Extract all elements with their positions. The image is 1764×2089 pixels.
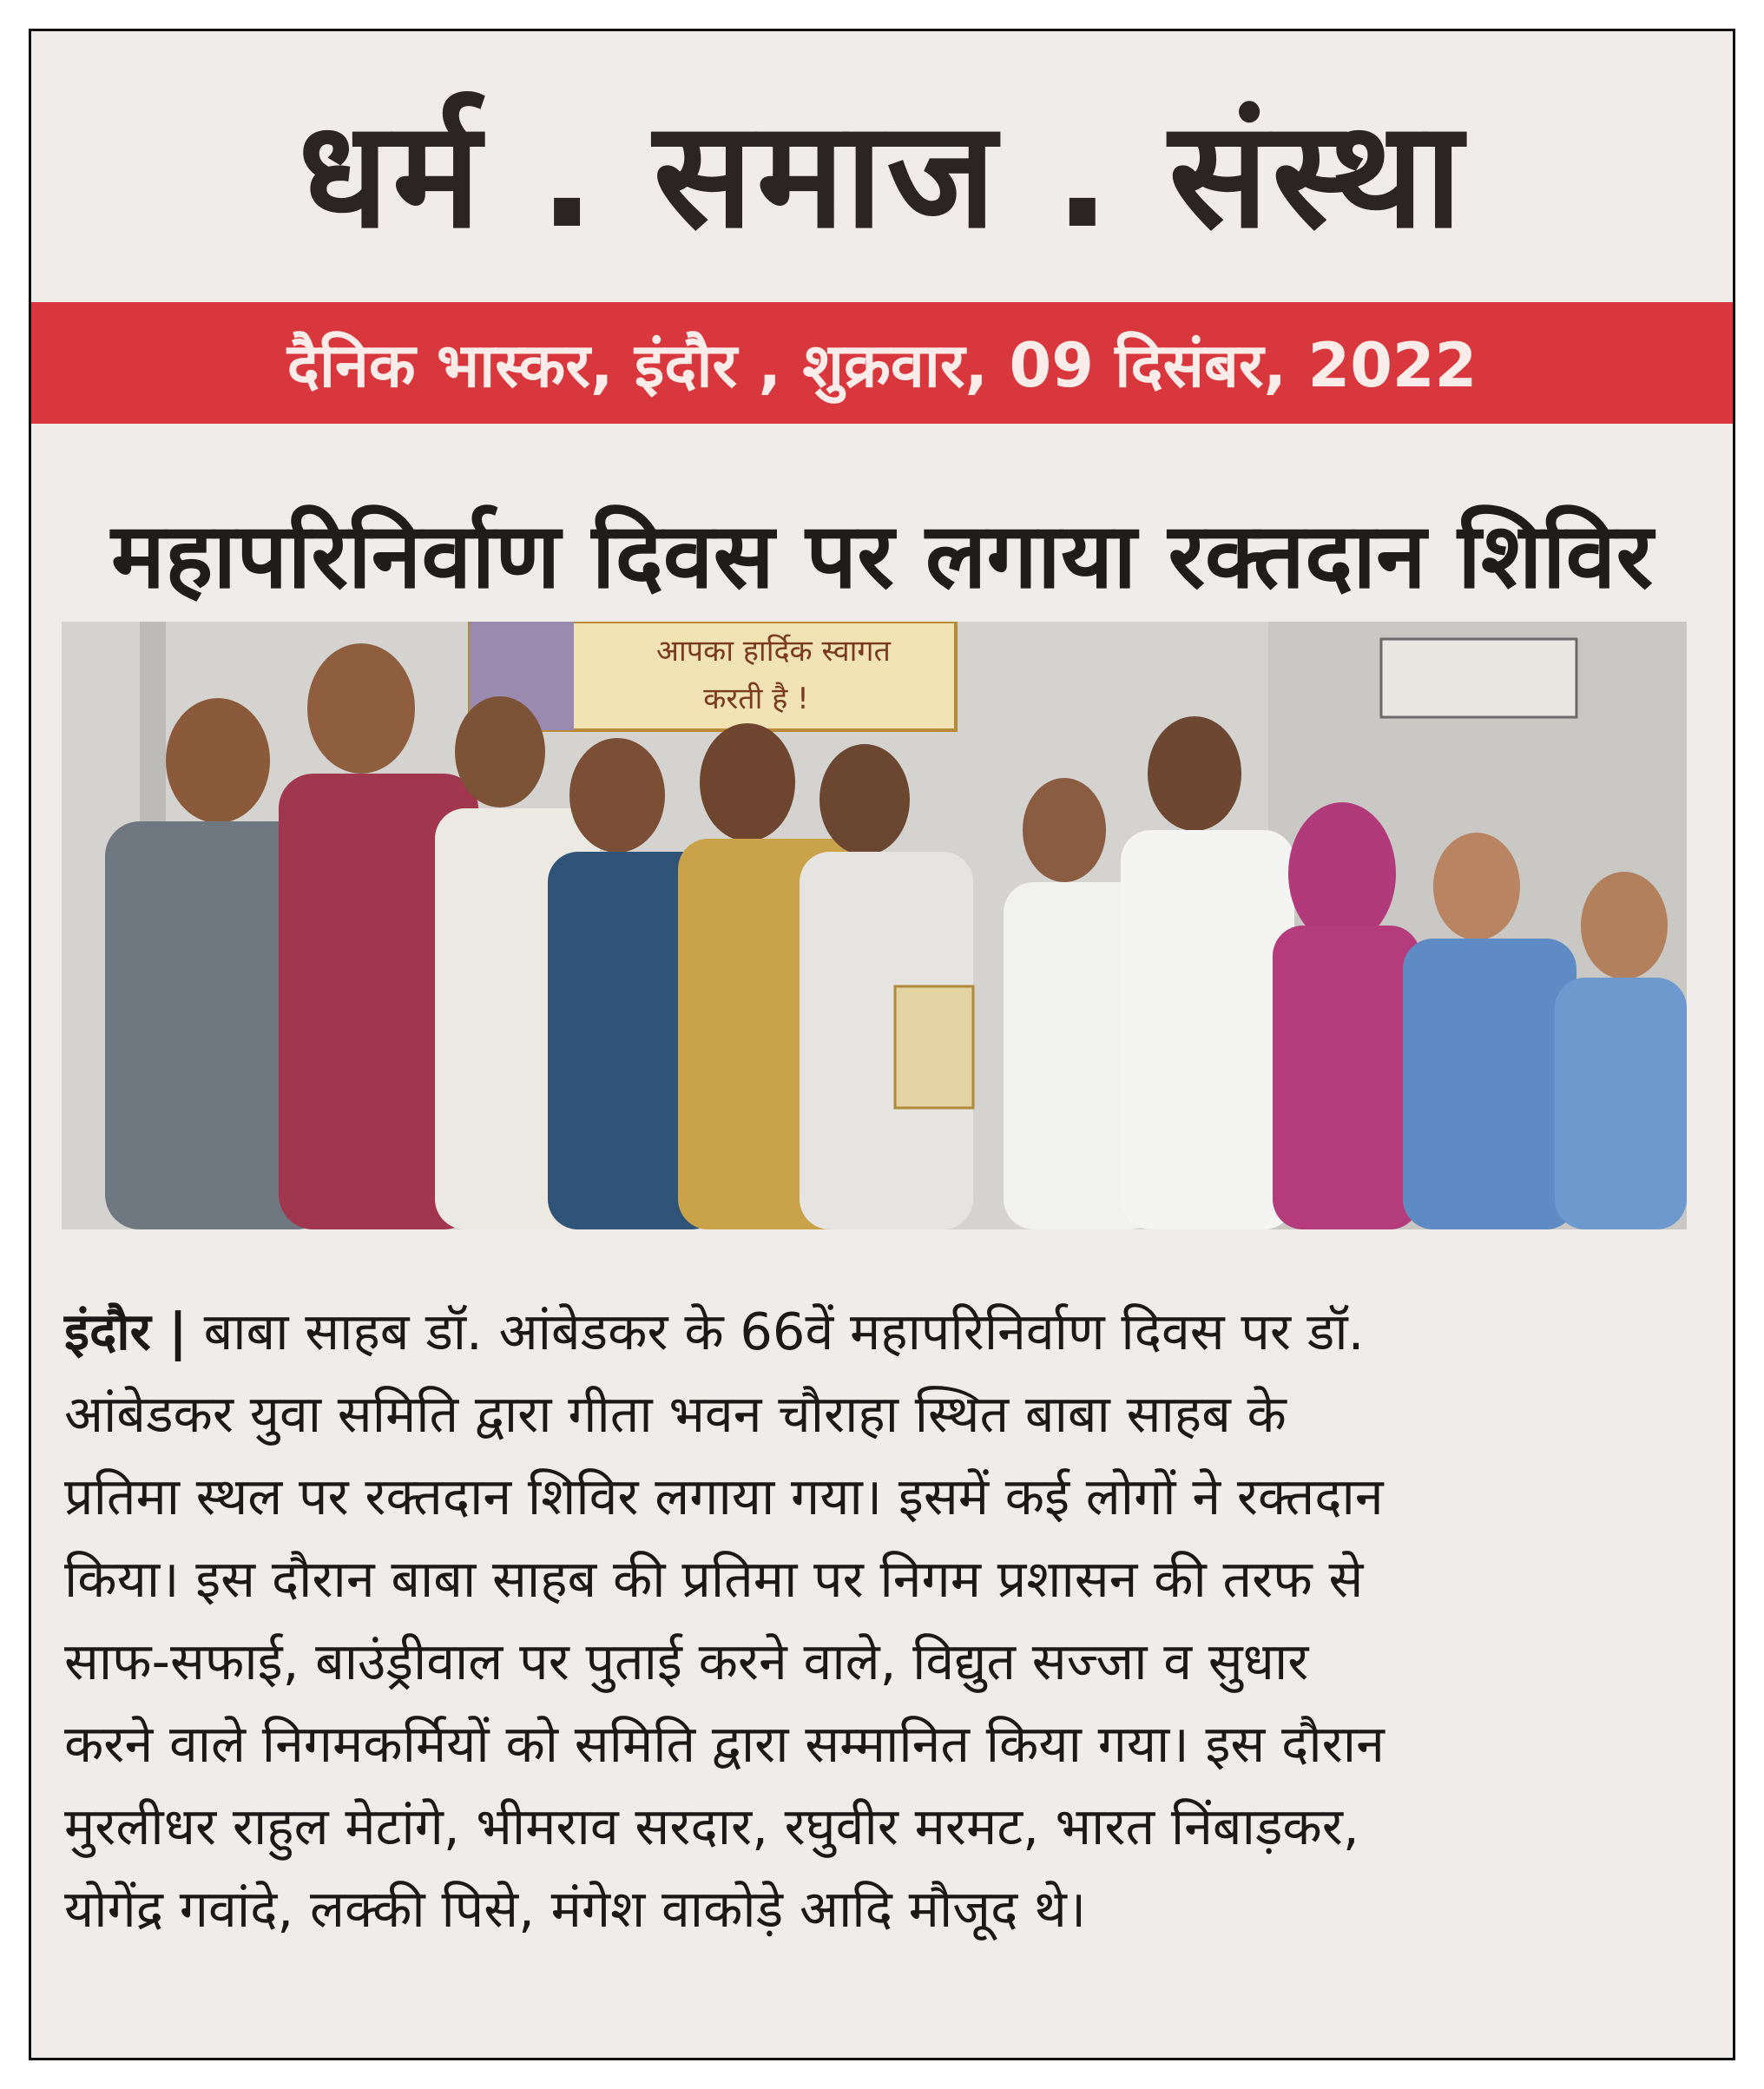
- notice-board: [1381, 639, 1576, 717]
- photo-illustration: [62, 622, 1687, 1229]
- article-dateline: इंदौर |: [64, 1302, 188, 1361]
- welcome-banner: [470, 622, 956, 730]
- news-photo: [62, 622, 1687, 1229]
- article-line-2: आंबेडकर युवा समिति द्वारा गीता भवन चौराहा स्थित बाबा साहब के: [64, 1384, 1287, 1444]
- article-line-1: [64, 1290, 1688, 1373]
- section-masthead: [31, 31, 1733, 305]
- publication-band: [31, 302, 1733, 424]
- article-line-6: करने वाले निगमकर्मियों को समिति द्वारा सम्मानित किया गया। इस दौरान: [64, 1714, 1385, 1774]
- article-body: [64, 1290, 1688, 1950]
- article-line-3: प्रतिमा स्थल पर रक्तदान शिविर लगाया गया। इसमें कई लोगों ने रक्तदान: [64, 1466, 1384, 1526]
- masthead-title: धर्म . समाज . संस्था: [298, 89, 1466, 261]
- article-line-5: साफ-सफाई, बाउंड्रीवाल पर पुताई करने वाले, विद्युत सज्जा व सुधार: [64, 1631, 1309, 1691]
- article-line-4: किया। इस दौरान बाबा साहब की प्रतिमा पर निगम प्रशासन की तरफ से: [64, 1549, 1364, 1609]
- article-line-7: मुरलीधर राहुल मेटांगे, भीमराव सरदार, रघुवीर मरमट, भारत निंबाड़कर,: [64, 1796, 1359, 1856]
- newspaper-clipping: [29, 29, 1735, 2060]
- article-headline: महापरिनिर्वाण दिवस पर लगाया रक्तदान शिविर: [110, 503, 1654, 609]
- banner-text-2: करती है !: [703, 682, 809, 716]
- article-line-1-text: बाबा साहब डॉ. आंबेडकर के 66वें महापरिनिर्वाण दिवस पर डॉ.: [203, 1302, 1365, 1361]
- publication-line: दैनिक भास्कर, इंदौर , शुक्रवार, 09 दिसंबर, 2022: [286, 330, 1478, 401]
- article-line-8: योगेंद्र गवांदे, लक्की पिसे, मंगेश वाकोड़े आदि मौजूद थे।: [64, 1879, 1087, 1939]
- banner-text-1: आपका हार्दिक स्वागत: [656, 634, 891, 669]
